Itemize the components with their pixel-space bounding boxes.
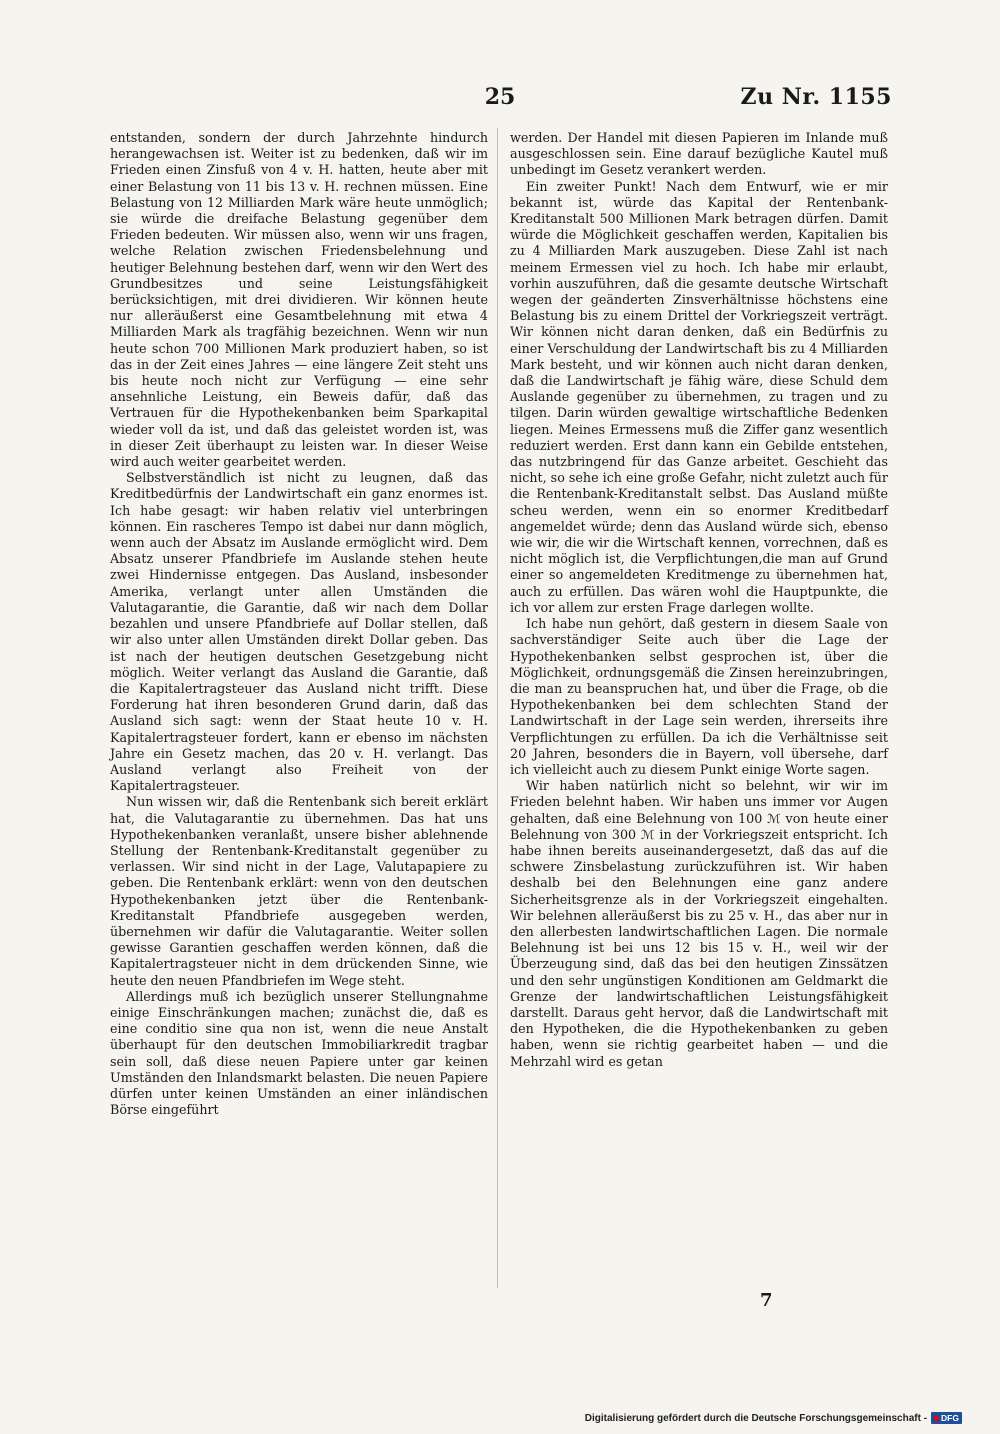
paragraph: Nun wissen wir, daß die Rentenbank sich bereit erklärt hat, die Valutagarantie zu übernehmen. Das hat uns Hypothekenbanken veranlaßt, unsere bisher ablehnende Stellung der Rentenbank-Kreditanstalt gegenüber zu verlassen. Wir sind nicht in der Lage, Valutapapiere zu geben. Die Rentenbank erklärt: wenn von den deutschen Hypothekenbanken jetzt über die Rentenbank-Kreditanstalt Pfandbriefe ausgegeben werden, übernehmen wir dafür die Valutagarantie. Weiter sollen gewisse Garantien geschaffen werden können, daß die Kapitalertragsteuer nicht in dem drückenden Sinne, wie heute den neuen Pfandbriefen im Wege steht. (110, 794, 488, 988)
paragraph: Ein zweiter Punkt! Nach dem Entwurf, wie er mir bekannt ist, würde das Kapital der Rentenbank-Kreditanstalt 500 Millionen Mark betragen dürfen. Damit würde die Möglichkeit geschaffen werden, Kapitalien bis zu 4 Milliarden Mark auszugeben. Diese Zahl ist nach meinem Ermessen viel zu hoch. Ich habe mir erlaubt, vorhin auszuführen, daß die gesamte deutsche Wirtschaft wegen der geänderten Zinsverhältnisse höchstens eine Belastung bis zu einem Drittel der Vorkriegszeit verträgt. Wir können nicht daran denken, daß ein Bedürfnis zu einer Verschuldung der Landwirtschaft bis zu 4 Milliarden Mark besteht, und wir können auch nicht daran denken, daß die Landwirtschaft je fähig wäre, diese Schuld dem Auslande gegenüber zu übernehmen, zu tragen und zu tilgen. Darin würden gewaltige wirtschaftliche Bedenken liegen. Meines Ermessens muß die Ziffer ganz wesentlich reduziert werden. Erst dann kann ein Gebilde entstehen, das nutzbringend für das Ganze arbeitet. Geschieht das nicht, so sehe ich eine große Gefahr, nicht zuletzt auch für die Rentenbank-Kreditanstalt selbst. Das Ausland müßte scheu werden, wenn ein so enormer Kreditbedarf angemeldet würde; denn das Ausland würde sich, ebenso wie wir, die wir die Wirtschaft kennen, vorrechnen, daß es nicht möglich ist, die Verpflichtungen,die man auf Grund einer so angemeldeten Kreditmenge zu übernehmen hat, auch zu erfüllen. Das wären wohl die Hauptpunkte, die ich vor allem zur ersten Frage darlegen wollte. (510, 178, 888, 615)
page-header (0, 84, 1000, 114)
footer-credit-text: Digitalisierung gefördert durch die Deutsche Forschungsgemeinschaft - (584, 1412, 928, 1424)
footer-credit (585, 1412, 962, 1424)
dfg-logo-icon (931, 1412, 962, 1424)
left-column (110, 130, 488, 1118)
paragraph: entstanden, sondern der durch Jahrzehnte hindurch herangewachsen ist. Weiter ist zu bedenken, daß wir im Frieden einen Zinsfuß von 4 v. H. hatten, heute aber mit einer Belastung von 11 bis 13 v. H. rechnen müssen. Eine Belastung von 12 Milliarden Mark wäre heute unmöglich; sie würde die dreifache Belastung gegenüber dem Frieden bedeuten. Wir müssen also, wenn wir uns fragen, welche Relation zwischen Friedensbelehnung und heutiger Belehnung bestehen darf, wenn wir den Wert des Grundbesitzes und seine Leistungsfähigkeit berücksichtigen, mit drei dividieren. Wir können heute nur alleräußerst eine Gesamtbelehnung mit etwa 4 Milliarden Mark als tragfähig bezeichnen. Wenn wir nun heute schon 700 Millionen Mark produziert haben, so ist das in der Zeit eines Jahres — eine längere Zeit steht uns bis heute noch nicht zur Verfügung — eine sehr ansehnliche Leistung, ein Beweis dafür, daß das Vertrauen für die Hypothekenbanken beim Sparkapital wieder voll da ist, und daß das geleistet worden ist, was in dieser Zeit überhaupt zu leisten war. In dieser Weise wird auch weiter gearbeitet werden. (110, 130, 488, 470)
paragraph: Ich habe nun gehört, daß gestern in diesem Saale von sachverständiger Seite auch über die Lage der Hypothekenbanken selbst gesprochen ist, über die Möglichkeit, ordnungsgemäß die Zinsen hereinzubringen, die man zu beanspruchen hat, und über die Frage, ob die Hypothekenbanken bei dem schlechten Stand der Landwirtschaft in der Lage sein werden, ihrerseits ihre Verpflichtungen zu erfüllen. Da ich die Verhältnisse seit 20 Jahren, besonders die in Bayern, voll übersehe, darf ich vielleicht auch zu diesem Punkt einige Worte sagen. (510, 616, 888, 777)
page-number: 25 (484, 84, 516, 110)
paragraph: Wir haben natürlich nicht so belehnt, wir wir im Frieden belehnt haben. Wir haben uns immer vor Augen gehalten, daß eine Belehnung von 100 ℳ von heute einer Belehnung von 300 ℳ in der Vorkriegszeit entspricht. Ich habe ihnen bereits auseinandergesetzt, daß das auf die schwere Zinsbelastung zurückzuführen ist. Wir haben deshalb bei den Belehnungen eine ganz andere Sicherheitsgrenze als in der Vorkriegszeit eingehalten. Wir belehnen alleräußerst bis zu 25 v. H., das aber nur in den allerbesten landwirtschaftlichen Lagen. Die normale Belehnung ist bei uns 12 bis 15 v. H., weil wir der Überzeugung sind, daß das bei den heutigen Zinssätzen und den sehr ungünstigen Konditionen am Geldmarkt die Grenze der landwirtschaftlichen Leistungsfähigkeit darstellt. Daraus geht hervor, daß die Landwirtschaft mit den Hypotheken, die die Hypothekenbanken zu geben haben, wenn sie richtig gearbeitet haben — und die Mehrzahl wird es getan (510, 778, 888, 1069)
paragraph: Allerdings muß ich bezüglich unserer Stellungnahme einige Einschränkungen machen; zunächst die, daß es eine conditio sine qua non ist, wenn die neue Anstalt überhaupt für den deutschen Immobiliarkredit tragbar sein soll, daß diese neuen Papiere unter gar keinen Umständen den Inlandsmarkt belasten. Die neuen Papiere dürfen unter keinen Umständen an einer inländischen Börse eingeführt (110, 988, 488, 1118)
column-divider (497, 128, 498, 1288)
paragraph: Selbstverständlich ist nicht zu leugnen, daß das Kreditbedürfnis der Landwirtschaft ein ganz enormes ist. Ich habe gesagt: wir haben relativ viel unterbringen können. Ein rascheres Tempo ist dabei nur dann möglich, wenn auch der Absatz im Auslande ermöglicht wird. Dem Absatz unserer Pfandbriefe im Auslande stehen heute zwei Hindernisse entgegen. Das Ausland, insbesonder Amerika, verlangt unter allen Umständen die Valutagarantie, die Garantie, daß wir nach dem Dollar bezahlen und unsere Pfandbriefe auf Dollar stellen, daß wir also unter allen Umständen direkt Dollar geben. Das ist nach der heutigen deutschen Gesetzgebung nicht möglich. Weiter verlangt das Ausland die Garantie, daß die Kapitalertragsteuer das Ausland nicht trifft. Diese Forderung hat ihren besonderen Grund darin, daß das Ausland sich sagt: wenn der Staat heute 10 v. H. Kapitalertragsteuer fordert, kann er ebenso im nächsten Jahre ein Gesetz machen, das 20 v. H. verlangt. Das Ausland verlangt also Freiheit von der Kapitalertragsteuer. (110, 470, 488, 794)
right-column (510, 130, 888, 1070)
dfg-logo-mark (934, 1416, 939, 1421)
paragraph: werden. Der Handel mit diesen Papieren im Inlande muß ausgeschlossen sein. Eine darauf bezügliche Kautel muß unbedingt im Gesetz verankert werden. (510, 130, 888, 178)
dfg-logo-text: DFG (941, 1413, 959, 1423)
document-reference: Zu Nr. 1155 (740, 84, 892, 110)
sheet-signature-mark: 7 (760, 1290, 773, 1311)
